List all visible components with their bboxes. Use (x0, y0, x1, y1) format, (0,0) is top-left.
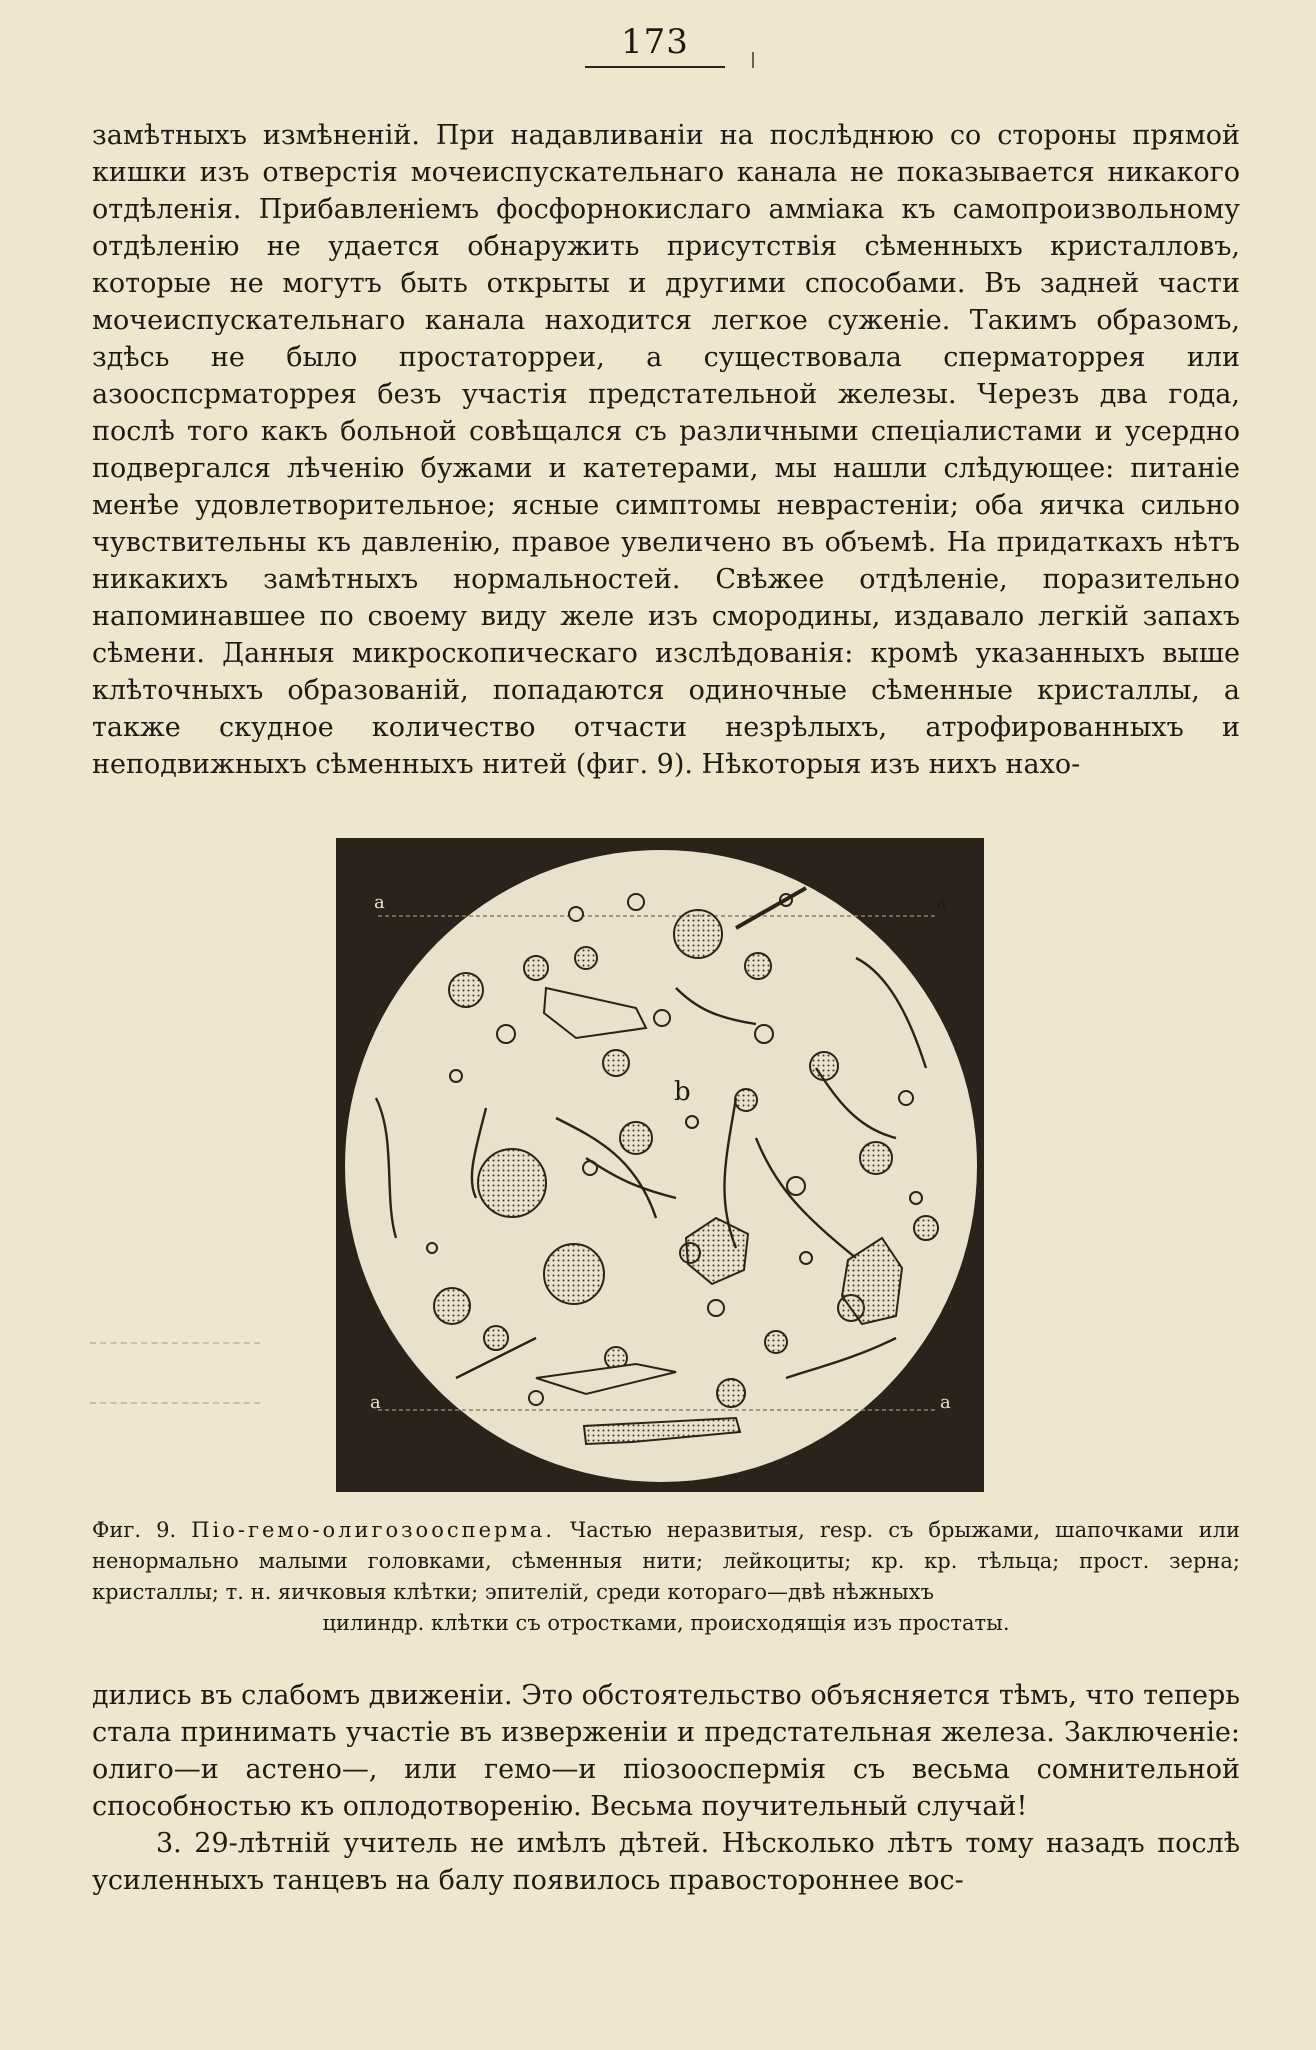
body-paragraph-top (92, 117, 1240, 783)
paragraph-text: замѣтныхъ измѣненій. При надавливаніи на послѣднюю со стороны прямой кишки изъ отверстія мочеиспускательнаго канала не показывается никакого отдѣленія. Прибавленіемъ фосфорнокислаго амміака къ самопроизвольному отдѣленію не удается обнаружить присутствія сѣменныхъ кристалловъ, которые не могутъ быть открыты и другими способами. Въ задней части мочеиспускательнаго канала находится легкое суженіе. Такимъ образомъ, здѣсь не было простаторреи, а существовала сперматоррея или азооспсрматоррея безъ участія предстательной железы. Черезъ два года, послѣ того какъ больной совѣщался съ различными спеціалистами и усердно подвергался лѣченію бужами и катетерами, мы нашли слѣдующее: питаніе менѣе удовлетворительное; ясные симптомы неврастеніи; оба яичка сильно чувствительны къ давленію, правое увеличено въ объемѣ. На придаткахъ нѣтъ никакихъ замѣтныхъ нормальностей. Свѣжее отдѣленіе, поразительно напоминавшее по своему виду желе изъ смородины, издавало легкій запахъ сѣмени. Данныя микроскопическаго изслѣдованія: кромѣ указанныхъ выше клѣточныхъ образованій, попадаются одиночные сѣменные кристаллы, а также скудное количество отчасти незрѣлыхъ, атрофированныхъ и неподвижныхъ сѣменныхъ нитей (фиг. 9). Нѣкоторыя изъ нихъ нахо- (92, 120, 1240, 780)
caption-text: Частью неразвитыя, resp. съ брыжами, шапочками или ненормально малыми головками, сѣменныя нити; лейкоциты; кр. кр. тѣльца; прост. зерна; кристаллы; т. н. яичковыя клѣтки; эпителій, среди котораго—двѣ нѣжныхъ (92, 1518, 1240, 1604)
body-paragraph-bottom (92, 1677, 1240, 1899)
caption-prefix: Фиг. 9. (92, 1518, 177, 1542)
microscope-field-illustration (336, 838, 984, 1492)
figure-label-a: a (936, 892, 947, 913)
figure-label-a: a (374, 892, 385, 913)
figure-label-b: b (674, 1077, 691, 1107)
figure-label-a: a (370, 1392, 381, 1413)
paragraph-text: дились въ слабомъ движеніи. Это обстоятельство объясняется тѣмъ, что теперь стала принимать участіе въ изверженіи и предстательная железа. Заключеніе: олиго—и астено—, или гемо—и піозооспермія съ весьма сомнительной способностью къ оплодотворенію. Весьма поучительный случай! (92, 1680, 1240, 1822)
figure-caption (92, 1515, 1240, 1639)
microscope-figure (336, 838, 984, 1492)
bleed-through-shadow (90, 1342, 260, 1404)
figure-label-a: a (940, 1392, 951, 1413)
caption-last-line: цилиндр. клѣтки съ отростками, происходящія изъ простаты. (322, 1611, 1010, 1635)
header-rule (585, 66, 725, 68)
paragraph-text: 3. 29-лѣтній учитель не имѣлъ дѣтей. Нѣсколько лѣтъ тому назадъ послѣ усиленныхъ танцевъ на балу появилось правостороннее вос- (92, 1828, 1240, 1896)
page-number: 173 (621, 22, 689, 62)
caption-term: Піо-гемо-олигозооспермa. (191, 1518, 555, 1542)
header-rule-mark (752, 52, 754, 68)
